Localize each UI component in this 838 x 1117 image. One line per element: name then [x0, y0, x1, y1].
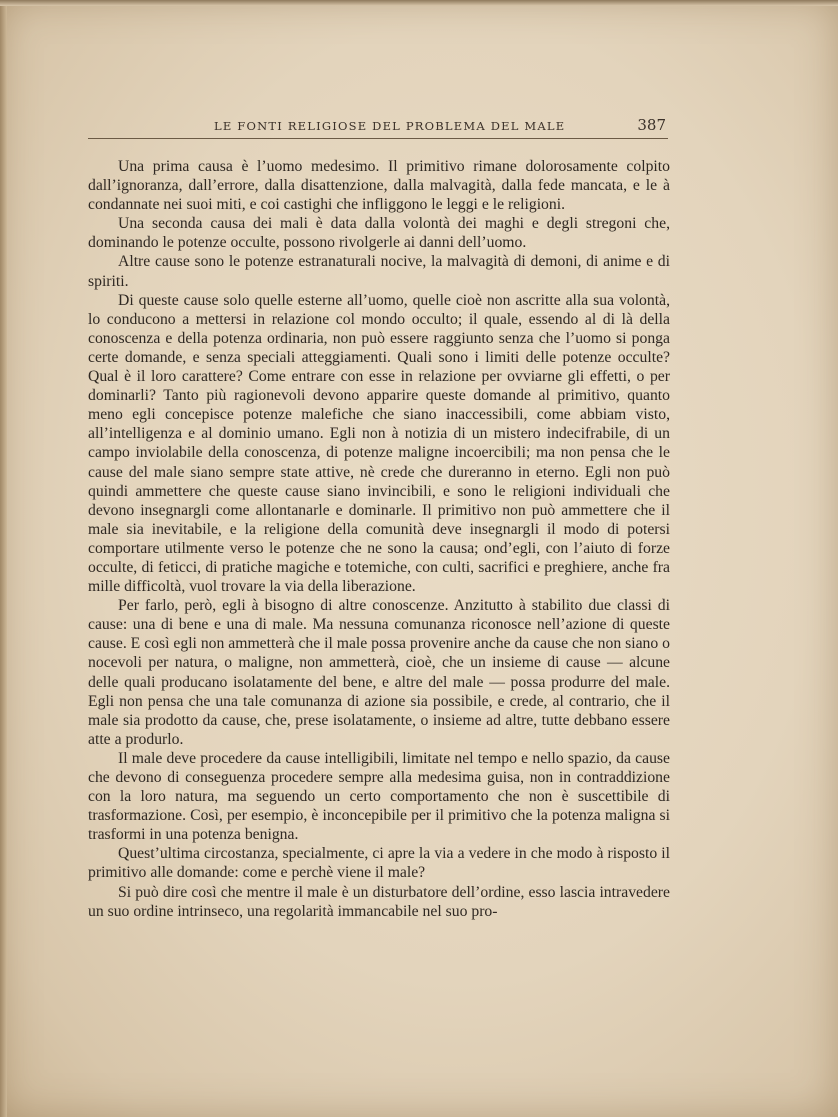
paragraph: Una prima causa è l’uomo medesimo. Il primitivo rimane dolorosamente colpito dall’ignoranza, dall’errore, dalla disattenzione, dalla malvagità, dalla fede mancata, e le à condannate nei suoi miti, e coi castighi che infliggono le leggi e le religioni.	[88, 158, 670, 214]
page-left-edge	[0, 0, 7, 1117]
running-title: LE FONTI RELIGIOSE DEL PROBLEMA DEL MALE	[214, 119, 566, 133]
paragraph: Di queste cause solo quelle esterne all’uomo, quelle cioè non ascritte alla sua volontà, lo conducono a mettersi in relazione col mondo occulto; il quale, essendo al di là della conoscenza e della potenza ordinaria, non può essere raggiunto senza che l’uomo si ponga certe domande, e senza speciali atteggiamenti. Quali sono i limiti delle potenze occulte? Qual è il loro carattere? Come entrare con esse in relazione per ovviarne gli effetti, o per dominarli? Tanto più ragionevoli devono apparire queste domande al primitivo, quanto meno egli concepisce potenze malefiche che siano inaccessibili, come abbiam visto, all’intelligenza e al dominio umano. Egli non à notizia di un mistero indecifrabile, di un campo inviolabile della conoscenza, di potenze maligne incoercibili; ma non pensa che le cause del male siano sempre state attive, nè crede che dureranno in eterno. Egli non può quindi ammettere che queste cause siano invincibili, e sono le religioni individuali che devono insegnargli come allontanarle e dominarle. Il primitivo non può ammettere che il male sia inevitabile, e la religione della comunità deve insegnargli il modo di potersi comportare utilmente verso le potenze che ne sono la causa; ond’egli, con l’aiuto di forze occulte, di feticci, di pratiche magiche e totemiche, con culti, sacrifici e preghiere, anche fra mille difficoltà, vuol trovare la via della liberazione.	[88, 291, 670, 596]
body-text	[88, 157, 670, 921]
paragraph: Il male deve procedere da cause intelligibili, limitate nel tempo e nello spazio, da cause che devono di conseguenza procedere sempre alla medesima guisa, non in contraddizione con la loro natura, ma seguendo un certo comportamento che non è suscettibile di trasformazione. Così, per esempio, è inconcepibile per il primitivo che la potenza maligna si trasformi in una potenza benigna.	[88, 749, 670, 844]
running-header	[88, 116, 668, 139]
paragraph: Altre cause sono le potenze estranaturali nocive, la malvagità di demoni, di anime e di spiriti.	[88, 253, 670, 290]
page-number: 387	[637, 116, 666, 134]
page-top-edge	[0, 0, 838, 6]
paragraph: Per farlo, però, egli à bisogno di altre conoscenze. Anzitutto à stabilito due classi di cause: una di bene e una di male. Ma nessuna comunanza riconosce nell’azione di queste cause. E così egli non ammetterà che il male possa provenire anche da cause che non siano o nocevoli per natura, o maligne, non ammetterà, cioè, che un insieme di cause — alcune delle quali producano isolatamente del bene, e altre del male — possa produrre del male. Egli non pensa che una tale comunanza di azione sia possibile, e crede, al contrario, che il male sia prodotto da cause, che, prese isolatamente, o insieme ad altre, tutte debbano essere atte a produrlo.	[88, 597, 670, 748]
paragraph: Si può dire così che mentre il male è un disturbatore dell’ordine, esso lascia intravedere un suo ordine intrinseco, una regolarità immancabile nel suo pro-	[88, 883, 670, 920]
paragraph: Quest’ultima circostanza, specialmente, ci apre la via a vedere in che modo à risposto il primitivo alle domande: come e perchè viene il male?	[88, 845, 670, 882]
paragraph: Una seconda causa dei mali è data dalla volontà dei maghi e degli stregoni che, dominando le potenze occulte, possono rivolgerle ai danni dell’uomo.	[88, 215, 670, 252]
